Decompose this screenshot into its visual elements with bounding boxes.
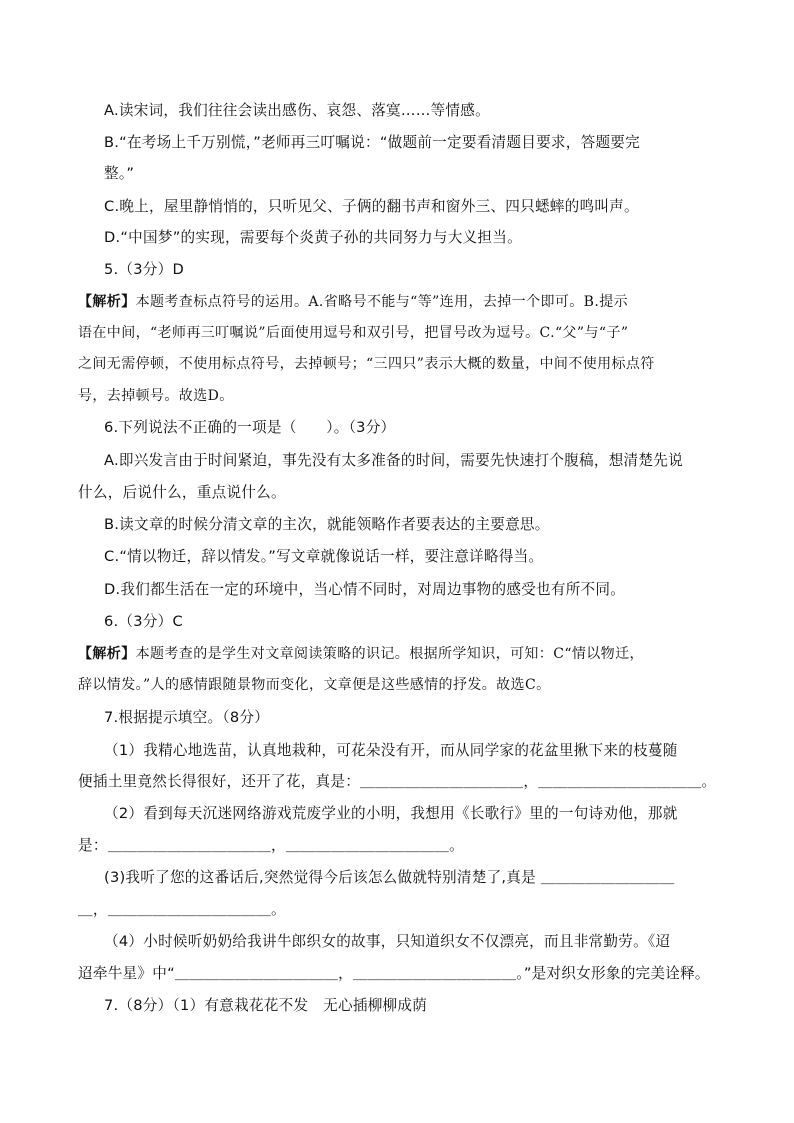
analysis-text: 本题考查的是学生对文章阅读策略的识记。根据所学知识，可知：C“情以物迁， xyxy=(135,646,644,662)
q6-answer: 6.（3分）C xyxy=(104,613,183,630)
q6-option-d: D.我们都生活在一定的环境中，当心情不同时，对周边事物的感受也有所不同。 xyxy=(104,581,626,598)
q7-stem: 7.根据提示填空。（8分） xyxy=(104,709,270,726)
q5-option-c: C.晚上，屋里静悄悄的，只听见父、子俩的翻书声和窗外三、四只蟋蟀的鸣叫声。 xyxy=(104,198,639,215)
q7-item3-line2: ＿，＿＿＿＿＿＿＿＿＿＿＿。 xyxy=(78,901,286,918)
q5-option-d: D.“中国梦”的实现，需要每个炎黄子孙的共同努力与大义担当。 xyxy=(104,229,522,246)
q7-answer: 7.（8分）（1）有意栽花花不发 无心插柳柳成荫 xyxy=(104,997,428,1014)
q6-option-c: C.“情以物迁，辞以情发。”写文章就像说话一样，要注意详略得当。 xyxy=(104,548,544,565)
analysis-text: 本题考查标点符号的运用。A.省略号不能与“等”连用，去掉一个即可。B.提示 xyxy=(135,294,629,310)
q5-analysis-line2: 语在中间，“老师再三叮嘱说”后面使用逗号和双引号，把冒号改为逗号。C.“父”与“子” xyxy=(78,325,629,341)
q7-item4-line2: 迢牵牛星》中“＿＿＿＿＿＿＿＿＿＿＿，＿＿＿＿＿＿＿＿＿＿＿。”是对织女形象的完美诠释。 xyxy=(78,965,710,982)
q6-stem: 6.下列说法不正确的一项是（ ）。（3分） xyxy=(104,419,396,436)
q6-option-a-line1: A.即兴发言由于时间紧迫，事先没有太多准备的时间，需要先快速打个腹稿，想清楚先说 xyxy=(104,452,683,469)
q6-analysis-line2: 辞以情发。”人的感情跟随景物而变化，文章便是这些感情的抒发。故选C。 xyxy=(78,677,551,693)
q7-item4-line1: （4）小时候听奶奶给我讲牛郎织女的故事，只知道织女不仅漂亮，而且非常勤劳。《迢 xyxy=(104,933,671,950)
q7-item1-line1: （1）我精心地选苗，认真地栽种，可花朵没有开，而从同学家的花盆里揪下来的枝蔓随 xyxy=(104,742,678,759)
q5-analysis-line1 xyxy=(78,292,628,312)
q5-analysis-line4: 号，去掉顿号。故选D。 xyxy=(78,388,234,404)
q6-option-a-line2: 什么，后说什么，重点说什么。 xyxy=(78,484,286,501)
q5-analysis-line3: 之间无需停顿，不使用标点符号，去掉顿号；“三四只”表示大概的数量，中间不使用标点符 xyxy=(78,356,655,372)
q7-item1-line2: 便插土里竟然长得很好，还开了花，真是：＿＿＿＿＿＿＿＿＿＿＿，＿＿＿＿＿＿＿＿＿＿＿。 xyxy=(78,773,717,790)
q5-option-a: A.读宋词，我们往往会读出感伤、哀怨、落寞……等情感。 xyxy=(104,102,490,119)
q5-answer: 5.（3分）D xyxy=(104,261,184,278)
q7-item3-line1: (3)我听了您的这番话后,突然觉得今后该怎么做就特别清楚了,真是 ＿＿＿＿＿＿＿＿＿ xyxy=(104,869,675,886)
q6-option-b: B.读文章的时候分清文章的主次，就能领略作者要表达的主要意思。 xyxy=(104,516,550,533)
q5-option-b-line2: 整。” xyxy=(104,165,135,182)
q6-analysis-line1 xyxy=(78,644,644,664)
q7-item2-line1: （2）看到每天沉迷网络游戏荒废学业的小明，我想用《长歌行》里的一句诗劝他，那就 xyxy=(104,805,678,822)
analysis-tag: 【解析】 xyxy=(78,294,136,310)
q5-option-b-line1: B.“在考场上千万别慌，”老师再三叮嘱说：“做题前一定要看清题目要求，答题要完 xyxy=(104,134,640,151)
q7-item2-line2: 是：＿＿＿＿＿＿＿＿＿＿＿，＿＿＿＿＿＿＿＿＿＿＿。 xyxy=(78,837,464,854)
analysis-tag: 【解析】 xyxy=(78,646,136,662)
